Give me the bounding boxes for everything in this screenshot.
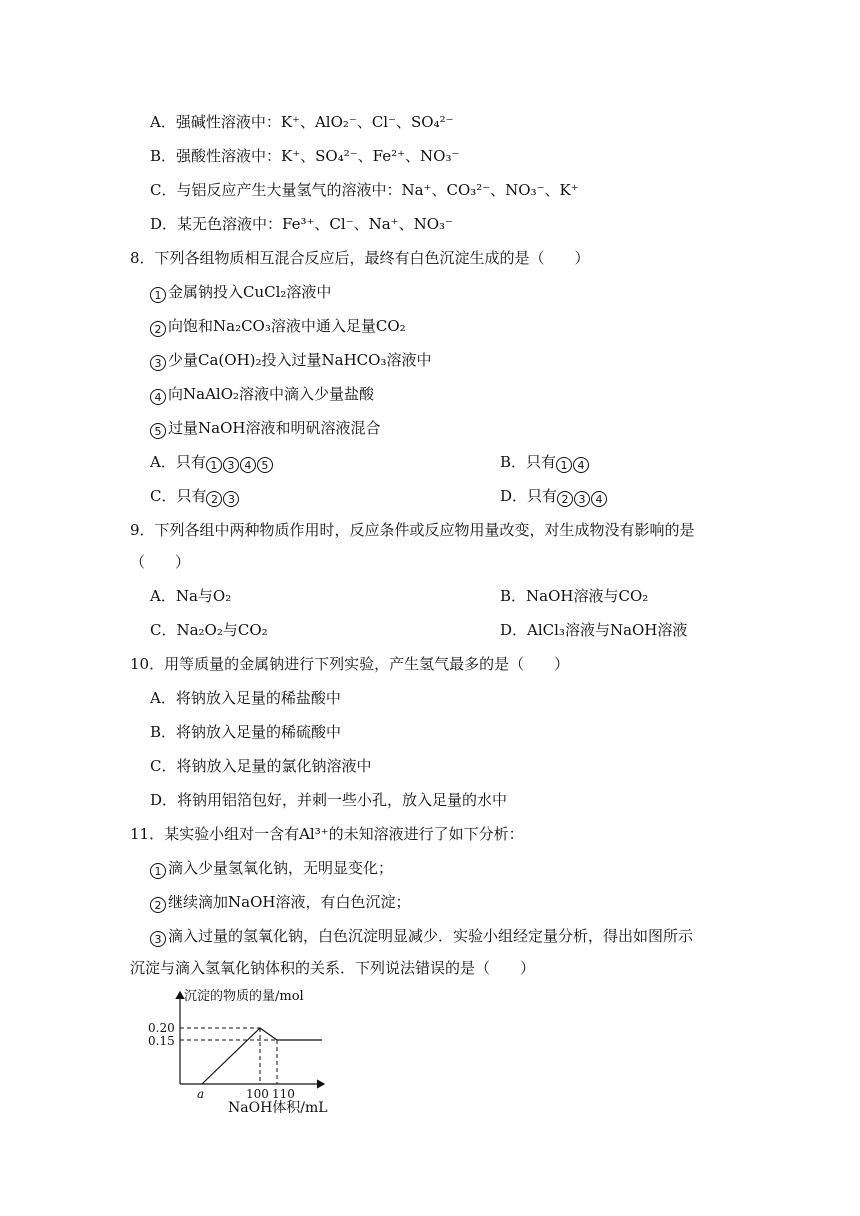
q8-stem: 8．下列各组物质相互混合反应后，最终有白色沉淀生成的是（ ）	[130, 249, 590, 267]
q11-item	[150, 892, 410, 913]
q11-item	[150, 858, 393, 879]
q8-item-text: 少量Ca(OH)₂投入过量NaHCO₃溶液中	[168, 351, 432, 369]
q8-item-text: 过量NaOH溶液和明矾溶液混合	[168, 419, 381, 437]
q11-item	[150, 926, 693, 947]
circled-number: 2	[206, 491, 222, 507]
q8-item-text: 向饱和Na₂CO₃溶液中通入足量CO₂	[168, 317, 406, 335]
circled-number: 3	[223, 491, 239, 507]
circled-number: 1	[556, 457, 572, 473]
q10-option-c: C．将钠放入足量的氯化钠溶液中	[150, 757, 372, 775]
circled-number: 4	[150, 389, 166, 405]
circled-number: 3	[574, 491, 590, 507]
precipitate-chart	[140, 980, 340, 1101]
circled-number: 4	[573, 457, 589, 473]
circled-number: 4	[240, 457, 256, 473]
q9-stem: 9．下列各组中两种物质作用时，反应条件或反应物用量改变，对生成物没有影响的是	[130, 521, 695, 539]
q7-option-a: A．强碱性溶液中：K⁺、AlO₂⁻、Cl⁻、SO₄²⁻	[150, 113, 454, 131]
q8-option-c	[150, 486, 240, 507]
circled-number: 5	[257, 457, 273, 473]
q9-option-c: C．Na₂O₂与CO₂	[150, 621, 268, 639]
q9-option-b: B．NaOH溶液与CO₂	[500, 587, 649, 605]
q8-item	[150, 384, 374, 405]
circled-number: 1	[206, 457, 222, 473]
q8-item	[150, 316, 406, 337]
q9-option-a: A．Na与O₂	[150, 587, 232, 605]
circled-number: 2	[557, 491, 573, 507]
option-prefix: D．只有	[500, 487, 558, 505]
q11-stem: 11．某实验小组对一含有Al³⁺的未知溶液进行了如下分析：	[130, 825, 524, 843]
q8-item-text: 金属钠投入CuCl₂溶液中	[168, 283, 332, 301]
y-tick-label: 0.20	[148, 1021, 175, 1035]
circled-number: 2	[150, 321, 166, 337]
q8-item	[150, 418, 380, 439]
q11-stem-continued: 沉淀与滴入氢氧化钠体积的关系．下列说法错误的是（ ）	[130, 959, 536, 977]
q9-option-d: D．AlCl₃溶液与NaOH溶液	[500, 621, 688, 639]
circled-number: 5	[150, 423, 166, 439]
x-tick-label: 110	[272, 1087, 295, 1101]
q8-item	[150, 282, 331, 303]
circled-number: 3	[150, 931, 166, 947]
option-prefix: A．只有	[150, 453, 206, 471]
q7-option-b: B．强酸性溶液中：K⁺、SO₄²⁻、Fe²⁺、NO₃⁻	[150, 147, 460, 165]
q10-option-a: A．将钠放入足量的稀盐酸中	[150, 689, 341, 707]
option-prefix: C．只有	[150, 487, 207, 505]
y-tick-label: 0.15	[148, 1034, 175, 1048]
q7-option-c: C．与铝反应产生大量氢气的溶液中：Na⁺、CO₃²⁻、NO₃⁻、K⁺	[150, 181, 579, 199]
circled-number: 1	[150, 287, 166, 303]
q10-stem: 10．用等质量的金属钠进行下列实验，产生氢气最多的是（ ）	[130, 655, 570, 673]
y-axis-label: 沉淀的物质的量/mol	[184, 989, 304, 1004]
q8-item-text: 向NaAlO₂溶液中滴入少量盐酸	[168, 385, 375, 403]
q9-stem-blank: （ ）	[130, 553, 191, 571]
x-tick-label: 100	[246, 1087, 269, 1101]
q11-item-text: 滴入过量的氢氧化钠，白色沉淀明显减少．实验小组经定量分析，得出如图所示	[168, 927, 694, 945]
q8-item	[150, 350, 431, 371]
circled-number: 4	[591, 491, 607, 507]
q10-option-b: B．将钠放入足量的稀硫酸中	[150, 723, 342, 741]
x-tick-label: a	[197, 1087, 205, 1101]
q11-item-text: 继续滴加NaOH溶液，有白色沉淀；	[168, 893, 411, 911]
q8-option-d	[500, 486, 608, 507]
q11-item-text: 滴入少量氢氧化钠，无明显变化；	[168, 859, 394, 877]
circled-number: 3	[223, 457, 239, 473]
x-axis-label: NaOH体积/mL	[228, 1100, 328, 1116]
q7-option-d: D．某无色溶液中：Fe³⁺、Cl⁻、Na⁺、NO₃⁻	[150, 215, 453, 233]
q8-option-a	[150, 452, 274, 473]
q8-option-b	[500, 452, 590, 473]
circled-number: 2	[150, 897, 166, 913]
circled-number: 1	[150, 863, 166, 879]
circled-number: 3	[150, 355, 166, 371]
series-line	[202, 1028, 322, 1084]
option-prefix: B．只有	[500, 453, 557, 471]
q10-option-d: D．将钠用铝箔包好，并刺一些小孔，放入足量的水中	[150, 791, 508, 809]
